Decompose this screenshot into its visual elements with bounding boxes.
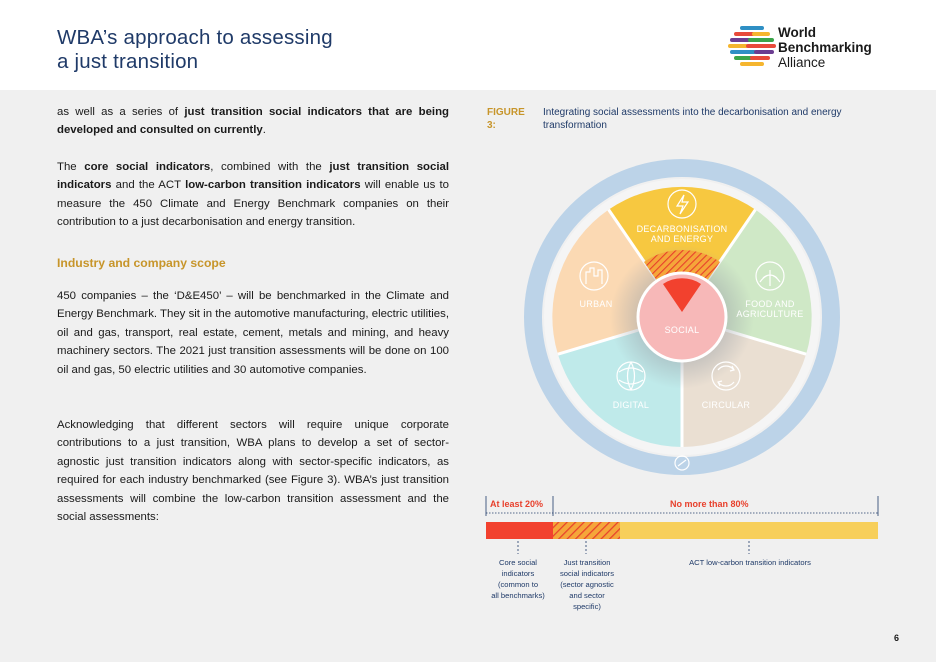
- page-title-line1: WBA’s approach to assessing: [57, 26, 333, 49]
- bar-just-transition: [553, 522, 620, 539]
- note-jt-line2: social indicators: [559, 569, 615, 578]
- note-jt-line4: and sector: [569, 591, 605, 600]
- p4-text: Acknowledging that different sectors will require unique corporate contributions to a just transition, WBA plans to develop a set of sector-agnostic just transition indicators along with sector-specific indicators, as required for each industry benchmarked (see Figure 3). WBA’s just transition assessments will combine the low-carbon transition assessment and the social assessments:: [57, 419, 449, 524]
- section-heading: Industry and company scope: [57, 256, 226, 270]
- label-urban: URBAN: [579, 299, 613, 309]
- page-number: 6: [894, 633, 900, 643]
- note-core-line1: Core social: [499, 558, 537, 567]
- paragraph-3: [57, 287, 449, 379]
- logo-line1: World: [778, 25, 816, 40]
- wba-logo-text: [778, 25, 872, 70]
- p1-text-bold: just transition social indicators that are being developed and consulted on currently: [57, 106, 450, 137]
- p2-text-e: and the ACT: [111, 179, 186, 192]
- bar-act-lowcarbon: [620, 522, 878, 539]
- p2-text-a: The: [57, 161, 85, 173]
- note-jt-line3: (sector agnostic: [560, 580, 614, 589]
- logo-line3: Alliance: [778, 55, 826, 70]
- paragraph-1: [57, 103, 449, 140]
- note-core-line2: indicators: [501, 569, 535, 578]
- bar-label-right: No more than 80%: [670, 499, 749, 509]
- label-agriculture: AGRICULTURE: [736, 309, 804, 319]
- p2-bold-jt: just transition social indicators: [57, 161, 450, 192]
- wba-logo-mark-icon: [728, 22, 776, 72]
- p3-text: 450 companies – the ‘D&E450’ – will be benchmarked in the Climate and Energy Benchmark. They sit in the automotive manufacturing, electric utilities, oil and gas, transport, real estate, cement, metals and mining, and heavy machinery sectors. The 2021 just transition assessments will be done on 100 oil and gas, 50 electric utilities and 30 automotive companies.: [57, 290, 449, 376]
- page-header: [0, 0, 936, 90]
- p1-text-a: as well as a series of: [57, 106, 185, 118]
- label-food-and: FOOD AND: [745, 299, 795, 309]
- label-social: SOCIAL: [664, 325, 700, 335]
- p2-bold-core: core social indicators: [84, 161, 211, 173]
- bar-label-left: At least 20%: [490, 499, 544, 509]
- page-title: [57, 26, 333, 74]
- label-and-energy: AND ENERGY: [650, 234, 714, 244]
- p2-text-c: , combined with the: [210, 161, 330, 173]
- proportion-bar: [484, 494, 882, 554]
- logo-line2: Benchmarking: [778, 40, 872, 55]
- note-core-line4: all benchmarks): [491, 591, 545, 600]
- figure-label: FIGURE 3:: [487, 107, 525, 132]
- wba-logo: [728, 22, 888, 72]
- note-just-transition: [547, 557, 627, 612]
- page-title-line2: a just transition: [57, 50, 199, 73]
- paragraph-4: [57, 416, 449, 526]
- label-decarbonisation: DECARBONISATION: [636, 224, 728, 234]
- note-jt-line1: Just transition: [563, 558, 611, 567]
- p1-text-c: .: [262, 124, 266, 137]
- figure-caption-text: Integrating social assessments into the decarbonisation and energy transformation: [543, 107, 842, 132]
- note-jt-line5: specific): [573, 602, 601, 611]
- figure-diagram: [520, 158, 844, 478]
- bar-core-social: [486, 522, 553, 539]
- label-circular: CIRCULAR: [701, 400, 751, 410]
- label-digital: DIGITAL: [612, 400, 650, 410]
- note-act: ACT low-carbon transition indicators: [689, 558, 811, 567]
- paragraph-2: [57, 158, 449, 232]
- p2-bold-act: low-carbon transition indicators: [185, 179, 361, 192]
- note-core-line3: (common to: [497, 580, 539, 589]
- note-core-social: [480, 557, 556, 601]
- p2-text-g: will enable us to measure the 450 Climate and Energy Benchmark companies on their contribution to a just decarbonisation and energy transition.: [57, 179, 449, 229]
